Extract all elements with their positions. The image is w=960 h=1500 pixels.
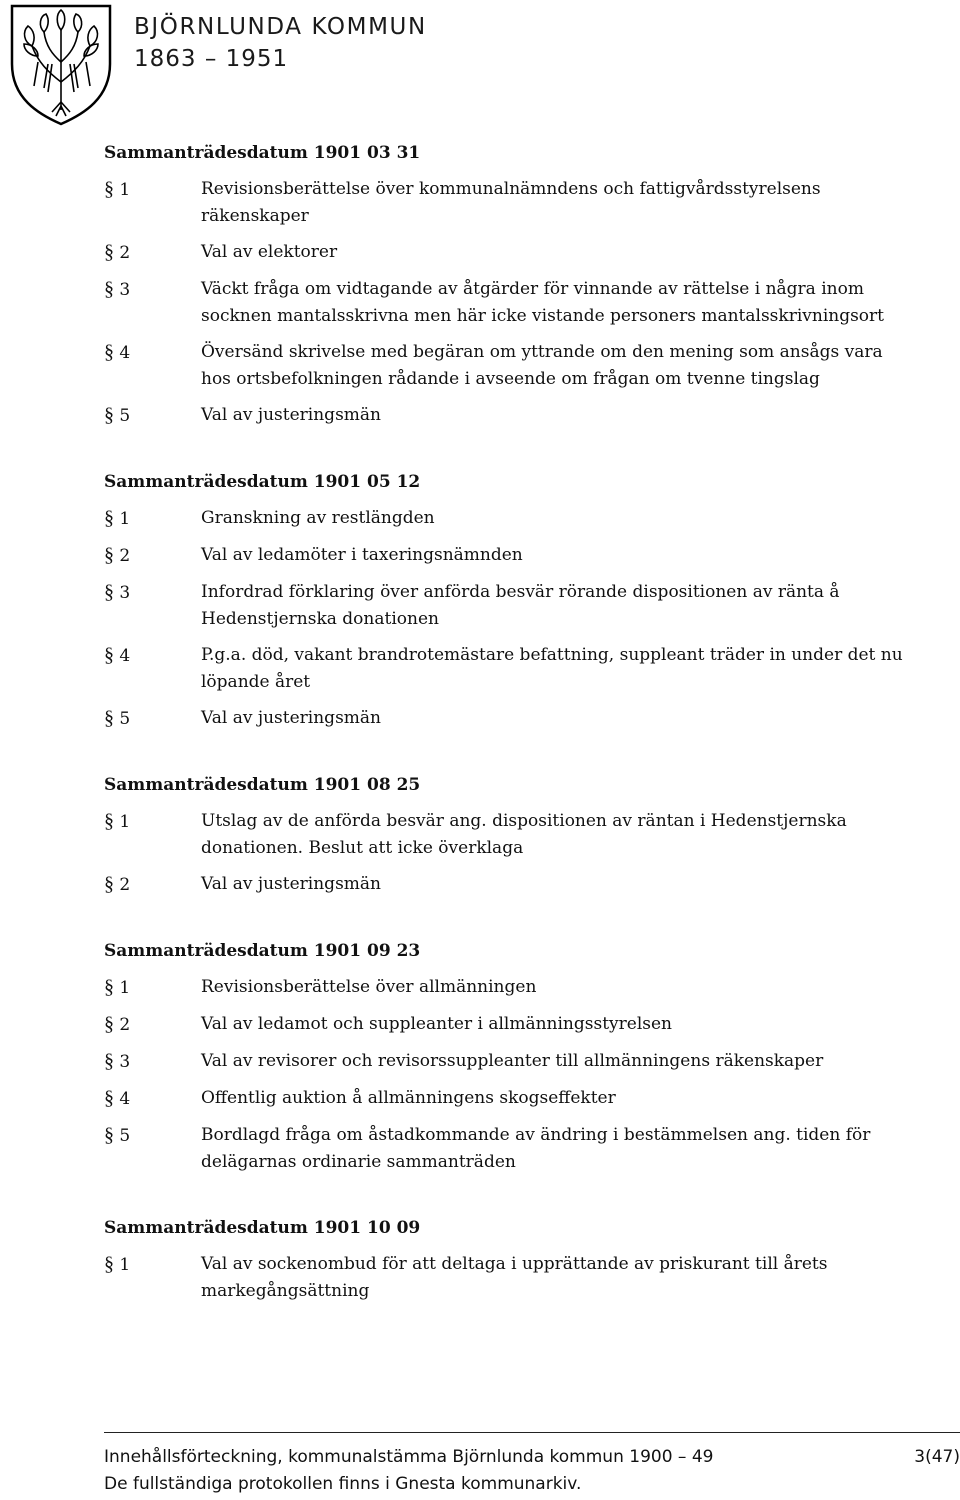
meeting-date-heading: Sammanträdesdatum 1901 03 31 — [104, 143, 421, 163]
section-symbol: § — [104, 507, 114, 529]
section-symbol: § — [104, 278, 114, 300]
page-number: 3(47) — [914, 1447, 960, 1467]
paragraph-number — [104, 1085, 201, 1113]
agenda-item — [104, 1122, 914, 1176]
paragraph-number — [104, 1011, 201, 1039]
paragraph-number — [104, 1048, 201, 1076]
item-text: Utslag av de anförda besvär ang. dispositionen av räntan i Hedenstjernska donationen. Beslut att icke överklaga — [201, 811, 847, 858]
item-text: Val av ledamöter i taxeringsnämnden — [201, 545, 523, 565]
item-number: 2 — [119, 1015, 131, 1035]
item-number: 4 — [119, 1089, 131, 1109]
item-number: 2 — [119, 546, 131, 566]
item-text: Val av revisorer och revisorssuppleanter till allmänningens räkenskaper — [201, 1051, 824, 1071]
item-text: Val av justeringsmän — [201, 405, 381, 425]
item-text: Val av sockenombud för att deltaga i upprättande av priskurant till årets markegångsättning — [201, 1254, 828, 1301]
item-text: Val av ledamot och suppleanter i allmänningsstyrelsen — [201, 1014, 673, 1034]
meeting-date-heading: Sammanträdesdatum 1901 10 09 — [104, 1218, 421, 1238]
agenda-item — [104, 1048, 914, 1076]
agenda-item — [104, 542, 914, 570]
paragraph-number — [104, 579, 201, 633]
item-number: 3 — [119, 1052, 131, 1072]
section-symbol: § — [104, 581, 114, 603]
coat-of-arms-icon — [8, 2, 114, 126]
section-symbol: § — [104, 976, 114, 998]
agenda-item — [104, 871, 914, 899]
item-number: 5 — [119, 406, 131, 426]
item-text: Offentlig auktion å allmänningens skogseffekter — [201, 1088, 616, 1108]
item-text: Bordlagd fråga om åstadkommande av ändring i bestämmelsen ang. tiden för delägarnas ordinarie sammanträden — [201, 1125, 871, 1172]
section-symbol: § — [104, 1087, 114, 1109]
item-text: Infordrad förklaring över anförda besvär rörande dispositionen av ränta å Hedenstjernska donationen — [201, 582, 840, 629]
meeting-section — [104, 1215, 914, 1305]
item-text: Val av elektorer — [201, 242, 338, 262]
agenda-item — [104, 808, 914, 862]
agenda-item — [104, 974, 914, 1002]
agenda-item — [104, 176, 914, 230]
section-symbol: § — [104, 810, 114, 832]
section-symbol: § — [104, 873, 114, 895]
agenda-item — [104, 642, 914, 696]
paragraph-number — [104, 276, 201, 330]
item-number: 5 — [119, 1126, 131, 1146]
item-text: Översänd skrivelse med begäran om yttrande om den mening som ansågs vara hos ortsbefolkningen rådande i avseende om frågan om tvenne tingslag — [201, 342, 883, 389]
footer-line-2: De fullständiga protokollen finns i Gnesta kommunarkiv. — [104, 1474, 582, 1494]
paragraph-number — [104, 705, 201, 733]
section-symbol: § — [104, 178, 114, 200]
meeting-section — [104, 469, 914, 733]
paragraph-number — [104, 1122, 201, 1176]
meeting-section — [104, 140, 914, 430]
section-symbol: § — [104, 1050, 114, 1072]
meeting-section — [104, 772, 914, 899]
paragraph-number — [104, 505, 201, 533]
agenda-item — [104, 402, 914, 430]
meeting-section — [104, 938, 914, 1176]
section-symbol: § — [104, 1253, 114, 1275]
section-symbol: § — [104, 644, 114, 666]
item-text: Väckt fråga om vidtagande av åtgärder för vinnande av rättelse i några inom socknen mantalsskrivna men här icke vistande personers mantalsskrivningsort — [201, 279, 885, 326]
section-symbol: § — [104, 241, 114, 263]
agenda-item — [104, 339, 914, 393]
footer-text — [104, 1444, 924, 1498]
item-number: 3 — [119, 280, 131, 300]
footer-divider — [104, 1432, 960, 1433]
agenda-item — [104, 505, 914, 533]
paragraph-number — [104, 239, 201, 267]
item-number: 5 — [119, 709, 131, 729]
paragraph-number — [104, 339, 201, 393]
item-number: 1 — [119, 812, 131, 832]
item-text: Revisionsberättelse över allmänningen — [201, 977, 537, 997]
item-number: 1 — [119, 180, 131, 200]
meeting-date-heading: Sammanträdesdatum 1901 09 23 — [104, 941, 421, 961]
municipality-years: 1863 – 1951 — [134, 46, 289, 72]
item-text: Val av justeringsmän — [201, 874, 381, 894]
agenda-item — [104, 239, 914, 267]
item-text: Val av justeringsmän — [201, 708, 381, 728]
meeting-date-heading: Sammanträdesdatum 1901 08 25 — [104, 775, 421, 795]
paragraph-number — [104, 642, 201, 696]
paragraph-number — [104, 542, 201, 570]
paragraph-number — [104, 974, 201, 1002]
agenda-item — [104, 579, 914, 633]
paragraph-number — [104, 1251, 201, 1305]
municipality-name: BJÖRNLUNDA KOMMUN — [134, 14, 427, 40]
item-number: 1 — [119, 1255, 131, 1275]
agenda-item — [104, 1085, 914, 1113]
document-body — [104, 136, 914, 1344]
page-header — [0, 0, 960, 130]
section-symbol: § — [104, 404, 114, 426]
item-text: Revisionsberättelse över kommunalnämndens och fattigvårdsstyrelsens räkenskaper — [201, 179, 821, 226]
item-text: Granskning av restlängden — [201, 508, 435, 528]
paragraph-number — [104, 176, 201, 230]
meeting-date-heading: Sammanträdesdatum 1901 05 12 — [104, 472, 421, 492]
item-number: 4 — [119, 343, 131, 363]
item-number: 3 — [119, 583, 131, 603]
agenda-item — [104, 1251, 914, 1305]
item-number: 4 — [119, 646, 131, 666]
item-text: P.g.a. död, vakant brandrotemästare befattning, suppleant träder in under det nu löpande året — [201, 645, 903, 692]
agenda-item — [104, 276, 914, 330]
section-symbol: § — [104, 544, 114, 566]
agenda-item — [104, 705, 914, 733]
item-number: 1 — [119, 509, 131, 529]
agenda-item — [104, 1011, 914, 1039]
section-symbol: § — [104, 341, 114, 363]
paragraph-number — [104, 871, 201, 899]
paragraph-number — [104, 808, 201, 862]
section-symbol: § — [104, 1124, 114, 1146]
section-symbol: § — [104, 1013, 114, 1035]
paragraph-number — [104, 402, 201, 430]
footer-line-1: Innehållsförteckning, kommunalstämma Björnlunda kommun 1900 – 49 — [104, 1447, 714, 1467]
item-number: 2 — [119, 875, 131, 895]
item-number: 1 — [119, 978, 131, 998]
item-number: 2 — [119, 243, 131, 263]
section-symbol: § — [104, 707, 114, 729]
